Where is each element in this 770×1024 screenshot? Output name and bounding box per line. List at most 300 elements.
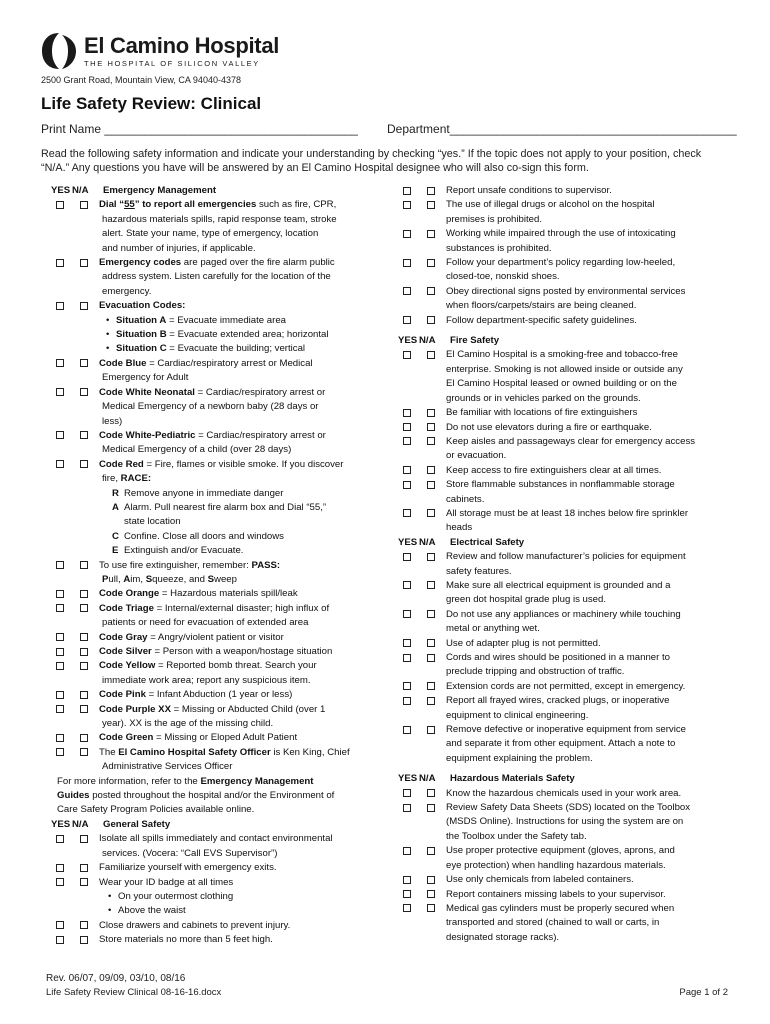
yes-checkbox[interactable] (56, 604, 64, 612)
checklist-item-line: Report containers missing labels to your supervisor. (446, 888, 666, 900)
department-field[interactable]: Department___________________________________________ (387, 122, 737, 136)
checklist-item-line: substances is prohibited. (446, 242, 552, 254)
na-checkbox[interactable] (427, 187, 435, 195)
na-checkbox[interactable] (427, 509, 435, 517)
na-checkbox[interactable] (80, 259, 88, 267)
yes-checkbox[interactable] (56, 748, 64, 756)
checklist-row (397, 184, 732, 198)
na-checkbox[interactable] (80, 590, 88, 598)
na-checkbox[interactable] (427, 847, 435, 855)
na-checkbox[interactable] (427, 726, 435, 734)
yes-checkbox[interactable] (403, 789, 411, 797)
pass-s: S (145, 573, 153, 585)
yes-label: YES (398, 773, 418, 785)
checklist-item-line: The use of illegal drugs or alcohol on the hospital (446, 199, 655, 211)
yes-checkbox[interactable] (56, 388, 64, 396)
code-triage-label: Code Triage (99, 602, 154, 614)
paged-rest: are paged over the fire alarm public (181, 257, 335, 269)
code-silver-text: = Person with a weapon/hostage situation (151, 646, 333, 657)
na-checkbox[interactable] (427, 890, 435, 898)
checklist-row-code-red (50, 458, 376, 472)
dial-tail: such as fire, CPR, (256, 199, 337, 211)
checklist-row-code-yellow (50, 659, 376, 673)
pass-weep: weep (214, 573, 237, 585)
yes-checkbox[interactable] (403, 876, 411, 884)
code-neonatal-line-2: Medical Emergency of a newborn baby (28 days or (102, 401, 319, 413)
na-label: N/A (419, 536, 436, 548)
checklist-item-text (446, 406, 732, 420)
code-orange-label: Code Orange (99, 588, 160, 600)
checklist-item-text (446, 694, 732, 723)
na-checkbox[interactable] (427, 423, 435, 431)
yes-checkbox[interactable] (403, 610, 411, 618)
na-label: N/A (419, 773, 436, 785)
code-pediatric-text: = Cardiac/respiratory arrest or (195, 429, 326, 441)
hospital-logo (40, 31, 279, 71)
yes-checkbox[interactable] (56, 734, 64, 742)
checklist-item-line: or evacuation. (446, 450, 507, 462)
na-checkbox[interactable] (80, 748, 88, 756)
badge-bullet-text: Above the waist (118, 905, 186, 917)
yes-checkbox[interactable] (403, 423, 411, 431)
yes-checkbox[interactable] (56, 302, 64, 310)
checklist-item-line: All storage must be at least 18 inches below fire sprinkler (446, 507, 689, 519)
code-orange-text: = Hazardous materials spill/leak (159, 588, 298, 600)
yes-checkbox[interactable] (403, 581, 411, 589)
na-checkbox[interactable] (80, 705, 88, 713)
na-checkbox[interactable] (80, 878, 88, 886)
drawers-text: Close drawers and cabinets to prevent injury. (99, 919, 291, 931)
na-checkbox[interactable] (80, 921, 88, 929)
na-checkbox[interactable] (427, 466, 435, 474)
checklist-item-line: grounds or in vehicles parked on the grounds. (446, 392, 641, 404)
checklist-row-code-silver (50, 645, 376, 659)
yes-checkbox[interactable] (403, 654, 411, 662)
checklist-row-code-triage (50, 602, 376, 616)
more-info-line-1 (50, 775, 376, 789)
yes-checkbox[interactable] (403, 553, 411, 561)
yes-checkbox[interactable] (403, 697, 411, 705)
checklist-row-dial-55 (50, 198, 376, 212)
race-text: Alarm. Pull nearest fire alarm box and Dial “55,” (124, 501, 327, 513)
na-label: N/A (419, 335, 436, 347)
code-green-text: = Missing or Eloped Adult Patient (153, 732, 298, 744)
file-name: Life Safety Review Clinical 08-16-16.docx (46, 987, 222, 998)
code-yellow-text: = Reported bomb threat. Search your (155, 660, 317, 672)
code-yellow-label: Code Yellow (99, 660, 156, 672)
revision-dates: Rev. 06/07, 09/09, 03/10, 08/16 (46, 973, 186, 984)
na-checkbox[interactable] (80, 662, 88, 670)
checklist-item-line: El Camino Hospital is a smoking-free and tobacco-free (446, 349, 678, 361)
checklist-item-line: Make sure all electrical equipment is grounded and a (446, 579, 671, 591)
na-checkbox[interactable] (427, 230, 435, 238)
race-text: Remove anyone in immediate danger (124, 487, 284, 499)
yes-checkbox[interactable] (403, 466, 411, 474)
checklist-row (397, 198, 732, 227)
checklist-item-text (446, 844, 732, 873)
checklist-item-line: Know the hazardous chemicals used in your work area. (446, 787, 682, 799)
na-checkbox[interactable] (427, 904, 435, 912)
yes-checkbox[interactable] (403, 351, 411, 359)
situation-a: • Situation A = Evacuate immediate area (106, 314, 287, 326)
code-neonatal-label: Code White Neonatal (99, 386, 195, 398)
na-checkbox[interactable] (80, 604, 88, 612)
yes-checkbox[interactable] (56, 936, 64, 944)
checklist-item-line: Keep access to fire extinguishers clear at all times. (446, 464, 662, 476)
checklist-item-text (446, 285, 732, 314)
na-checkbox[interactable] (427, 610, 435, 618)
checklist-item-line: the Toolbox under the Safety tab. (446, 830, 587, 842)
checklist-row-code-blue (50, 357, 376, 371)
checklist-row (397, 694, 732, 723)
spills-text: Isolate all spills immediately and contact environmental (99, 833, 333, 845)
na-checkbox[interactable] (80, 648, 88, 656)
checklist-row (397, 256, 732, 285)
checklist-item-text (446, 421, 732, 435)
general-items-continued (397, 184, 732, 328)
checklist-item-line: Store flammable substances in nonflammable storage (446, 479, 675, 491)
na-checkbox[interactable] (427, 697, 435, 705)
code-gray-text: = Angry/violent patient or visitor (147, 631, 284, 643)
checklist-row-safety-officer (50, 746, 376, 760)
checklist-row-paged (50, 256, 376, 270)
na-checkbox[interactable] (80, 460, 88, 468)
code-pediatric-line-2: Medical Emergency of a child (over 28 days) (102, 444, 292, 456)
more-info-line-2 (50, 789, 376, 803)
checklist-row-storage-height (50, 933, 376, 947)
checklist-row (397, 787, 732, 801)
checklist-row (397, 637, 732, 651)
yes-checkbox[interactable] (403, 639, 411, 647)
yes-label: YES (398, 536, 418, 548)
print-name-field[interactable]: Print Name ______________________________________ (41, 122, 358, 136)
checklist-row (397, 464, 732, 478)
left-column (50, 184, 376, 948)
race-letter: C (112, 530, 119, 542)
na-checkbox[interactable] (80, 201, 88, 209)
code-triage-line-2: patients or need for evacuation of extended area (102, 617, 309, 629)
pass-s2: S (207, 573, 215, 585)
checklist-item-line: Remove defective or inoperative equipment from service (446, 724, 686, 736)
section-header-fire (397, 334, 732, 348)
situation-b-label: Situation B (116, 329, 167, 341)
na-checkbox[interactable] (80, 359, 88, 367)
race-text: Extinguish and/or Evacuate. (124, 545, 244, 557)
checklist-item-text (446, 478, 732, 507)
checklist-item-line: when floors/carpets/stairs are being cleaned. (446, 300, 637, 312)
checklist-item-line: Report all frayed wires, cracked plugs, or inoperative (446, 695, 670, 707)
fire-safety-items (397, 348, 732, 535)
na-checkbox[interactable] (427, 789, 435, 797)
more-info-text-2: posted throughout the hospital and/or the Environment of (89, 790, 335, 802)
storage-height-text: Store materials no more than 5 feet high. (99, 934, 273, 946)
pass-queeze: queeze, and (152, 573, 208, 585)
checklist-item-line: heads (446, 522, 473, 534)
checklist-row (397, 435, 732, 464)
na-checkbox[interactable] (80, 691, 88, 699)
checklist-item-line: Obey directional signs posted by environmental services (446, 285, 686, 297)
code-green-label: Code Green (99, 732, 154, 744)
code-red-fire: fire, (102, 473, 121, 485)
checklist-item-line: Follow your department’s policy regarding low-heeled, (446, 257, 676, 269)
yes-checkbox[interactable] (56, 259, 64, 267)
situation-b-text: = Evacuate extended area; horizontal (166, 329, 329, 341)
yes-checkbox[interactable] (403, 904, 411, 912)
na-checkbox[interactable] (427, 287, 435, 295)
officer-the: The (99, 746, 119, 758)
hospital-name: El Camino Hospital (84, 32, 280, 58)
checklist-item-line: premises is prohibited. (446, 213, 542, 225)
instructions-paragraph: Read the following safety information and indicate your understanding by checking “yes.” If the topic does not apply to your position, check “N/A.” Any questions you have will be answered by an El Camino Hospital designee who will also co-sign this form. (41, 148, 702, 174)
checklist-item-line: Be familiar with locations of fire extinguishers (446, 407, 638, 419)
na-checkbox[interactable] (427, 316, 435, 324)
na-checkbox[interactable] (427, 804, 435, 812)
na-checkbox[interactable] (80, 734, 88, 742)
na-checkbox[interactable] (427, 351, 435, 359)
na-checkbox[interactable] (427, 639, 435, 647)
checklist-item-line: Keep aisles and passageways clear for emergency access (446, 435, 696, 447)
checklist-item-line: Working while impaired through the use of intoxicating (446, 228, 676, 240)
yes-label: YES (51, 185, 71, 196)
evacuation-title: Evacuation Codes: (99, 300, 186, 312)
yes-checkbox[interactable] (403, 481, 411, 489)
situation-b: • Situation B = Evacuate extended area; horizontal (106, 329, 329, 341)
na-checkbox[interactable] (427, 654, 435, 662)
na-checkbox[interactable] (80, 561, 88, 569)
yes-checkbox[interactable] (403, 409, 411, 417)
checklist-item-line: equipment explaining the problem. (446, 752, 593, 764)
race-letter (112, 515, 124, 529)
dial-line-2: alert. State your name, type of emergency, location (102, 228, 319, 240)
checklist-row (397, 550, 732, 579)
checklist-row-code-orange (50, 587, 376, 601)
checklist-row-spills (50, 832, 376, 846)
more-info-guides: Guides (57, 790, 90, 802)
code-pink-text: = Infant Abduction (1 year or less) (145, 689, 293, 701)
situation-a-label: Situation A (116, 314, 167, 326)
checklist-row (397, 608, 732, 637)
checklist-item-line: Medical gas cylinders must be properly secured when (446, 902, 675, 914)
race-text: state location (124, 516, 181, 528)
checklist-item-text (446, 651, 732, 680)
exits-text: Familiarize yourself with emergency exits. (99, 862, 277, 874)
yes-checkbox[interactable] (56, 590, 64, 598)
officer-title: El Camino Hospital Safety Officer (118, 746, 271, 758)
checklist-row-evacuation (50, 299, 376, 313)
na-checkbox[interactable] (80, 864, 88, 872)
race-a-cont (50, 515, 376, 529)
yes-checkbox[interactable] (403, 316, 411, 324)
checklist-row (397, 723, 732, 766)
checklist-item-line: enterprise. Smoking is not allowed inside or outside any (446, 363, 683, 375)
code-neonatal-line-3: less) (102, 415, 123, 427)
hazardous-materials-items (397, 787, 732, 945)
more-info-bold: Emergency Management (200, 775, 314, 787)
yes-checkbox[interactable] (403, 509, 411, 517)
checklist-item-text (446, 256, 732, 285)
dial-line-3: and number of injuries, if applicable. (102, 242, 256, 254)
na-checkbox[interactable] (80, 302, 88, 310)
code-gray-label: Code Gray (99, 631, 148, 643)
race-c (50, 530, 376, 544)
na-checkbox[interactable] (427, 481, 435, 489)
badge-bullet-2: • Above the waist (50, 904, 376, 918)
code-purple-line-2: year). XX is the age of the missing child. (102, 718, 274, 730)
yes-checkbox[interactable] (403, 287, 411, 295)
code-yellow-line-2: immediate work area; report any suspicious item. (102, 674, 311, 686)
checklist-item-text (446, 680, 732, 694)
checklist-item-line: preclude tripping and obstruction of traffic. (446, 666, 625, 678)
yes-checkbox[interactable] (56, 662, 64, 670)
na-checkbox[interactable] (427, 581, 435, 589)
checklist-item-text (446, 314, 732, 328)
pass-label: PASS: (251, 559, 281, 571)
yes-checkbox[interactable] (403, 259, 411, 267)
situation-c-text: = Evacuate the building; vertical (166, 343, 306, 355)
yes-checkbox[interactable] (403, 682, 411, 690)
section-title-hazardous: Hazardous Materials Safety (450, 773, 575, 785)
yes-checkbox[interactable] (403, 804, 411, 812)
dial-bold: ” to report all emergencies (134, 199, 257, 211)
na-checkbox[interactable] (80, 835, 88, 843)
spills-line-2: services. (Vocera: “Call EVS Supervisor”) (102, 847, 278, 859)
yes-checkbox[interactable] (403, 437, 411, 445)
yes-checkbox[interactable] (403, 847, 411, 855)
checklist-row-code-green (50, 731, 376, 745)
checklist-row-pass (50, 559, 376, 573)
yes-checkbox[interactable] (56, 705, 64, 713)
na-label: N/A (72, 185, 89, 196)
checklist-item-line: Review and follow manufacturer’s policies for equipment (446, 551, 686, 563)
na-checkbox[interactable] (427, 201, 435, 209)
checklist-item-text (446, 723, 732, 766)
pass-line (50, 573, 376, 587)
hospital-address: 2500 Grant Road, Mountain View, CA 94040-4378 (41, 75, 241, 85)
checklist-row (397, 478, 732, 507)
na-checkbox[interactable] (80, 431, 88, 439)
checklist-item-line: Extension cords are not permitted, except in emergency. (446, 680, 686, 692)
checklist-item-text (446, 608, 732, 637)
na-checkbox[interactable] (80, 388, 88, 396)
yes-checkbox[interactable] (403, 201, 411, 209)
hospital-logo-icon (40, 31, 78, 71)
right-column (397, 184, 732, 945)
officer-line-2: Administrative Services Officer (102, 761, 233, 773)
checklist-row (397, 844, 732, 873)
yes-checkbox[interactable] (56, 648, 64, 656)
code-triage-text: = Internal/external disaster; high influx of (153, 602, 330, 614)
section-header-hazardous (397, 772, 732, 786)
checklist-item-line: Do not use any appliances or machinery while touching (446, 608, 681, 620)
pass-ull: ull, (108, 573, 124, 585)
na-checkbox[interactable] (427, 876, 435, 884)
na-checkbox[interactable] (427, 259, 435, 267)
checklist-item-text (446, 888, 732, 902)
checklist-item-line: safety features. (446, 565, 512, 577)
code-blue-line-2: Emergency for Adult (102, 372, 189, 384)
section-title-electrical: Electrical Safety (450, 536, 525, 548)
checklist-row (397, 680, 732, 694)
checklist-item-text (446, 550, 732, 579)
section-title-emergency: Emergency Management (103, 185, 217, 196)
checklist-item-line: Use proper protective equipment (gloves, aprons, and (446, 845, 675, 857)
section-title-fire: Fire Safety (450, 335, 500, 347)
yes-checkbox[interactable] (56, 431, 64, 439)
checklist-row (397, 579, 732, 608)
checklist-row (397, 507, 732, 536)
checklist-item-line: designated storage racks). (446, 931, 560, 943)
code-purple-label: Code Purple XX (99, 703, 171, 715)
yes-checkbox[interactable] (56, 201, 64, 209)
checklist-item-text (446, 801, 732, 844)
yes-checkbox[interactable] (56, 864, 64, 872)
dial-number: 55 (124, 199, 135, 211)
na-label: N/A (72, 818, 89, 830)
checklist-row (397, 801, 732, 844)
paged-line-2: emergency. (102, 285, 152, 297)
yes-checkbox[interactable] (403, 726, 411, 734)
checklist-item-text (446, 348, 732, 406)
yes-checkbox[interactable] (56, 921, 64, 929)
paged-bold: Emergency codes (99, 257, 182, 269)
paged-line-1: address system. Listen carefully for the location of the (102, 271, 331, 283)
checklist-row (397, 873, 732, 887)
checklist-row-code-white-neonatal (50, 386, 376, 400)
na-checkbox[interactable] (427, 553, 435, 561)
code-silver-label: Code Silver (99, 646, 152, 657)
na-checkbox[interactable] (427, 682, 435, 690)
yes-checkbox[interactable] (403, 187, 411, 195)
officer-name: is Ken King, Chief (270, 746, 350, 758)
yes-checkbox[interactable] (56, 835, 64, 843)
checklist-item-line: Follow department-specific safety guidelines. (446, 314, 637, 326)
checklist-item-text (446, 637, 732, 651)
checklist-row (397, 902, 732, 945)
checklist-item-line: cabinets. (446, 493, 485, 505)
na-checkbox[interactable] (427, 409, 435, 417)
checklist-item-line: equipment to clinical engineering. (446, 709, 589, 721)
checklist-item-line: Use of adapter plug is not permitted. (446, 637, 601, 649)
race-label: RACE: (120, 473, 152, 485)
checklist-item-text (446, 579, 732, 608)
yes-checkbox[interactable] (403, 230, 411, 238)
checklist-item-line: Review Safety Data Sheets (SDS) located on the Toolbox (446, 802, 691, 814)
checklist-item-text (446, 464, 732, 478)
yes-checkbox[interactable] (56, 633, 64, 641)
more-info-text: For more information, refer to the (57, 775, 201, 787)
yes-checkbox[interactable] (56, 691, 64, 699)
yes-checkbox[interactable] (56, 561, 64, 569)
yes-checkbox[interactable] (56, 359, 64, 367)
yes-checkbox[interactable] (403, 890, 411, 898)
code-neonatal-text: = Cardiac/respiratory arrest or (194, 386, 326, 398)
id-badge-text: Wear your ID badge at all times (99, 876, 234, 888)
checklist-item-text (446, 873, 732, 887)
page-number: Page 1 of 2 (679, 987, 728, 998)
more-info-line-3: Care Safety Program Policies available online. (57, 804, 255, 816)
na-checkbox[interactable] (80, 633, 88, 641)
yes-checkbox[interactable] (56, 460, 64, 468)
checklist-row-drawers (50, 919, 376, 933)
code-pediatric-label: Code White-Pediatric (99, 429, 196, 441)
race-e (50, 544, 376, 558)
na-checkbox[interactable] (80, 936, 88, 944)
situation-a-text: = Evacuate immediate area (166, 314, 287, 326)
race-text: Confine. Close all doors and windows (124, 530, 284, 542)
yes-checkbox[interactable] (56, 878, 64, 886)
na-checkbox[interactable] (427, 437, 435, 445)
pass-im: im, (130, 573, 146, 585)
